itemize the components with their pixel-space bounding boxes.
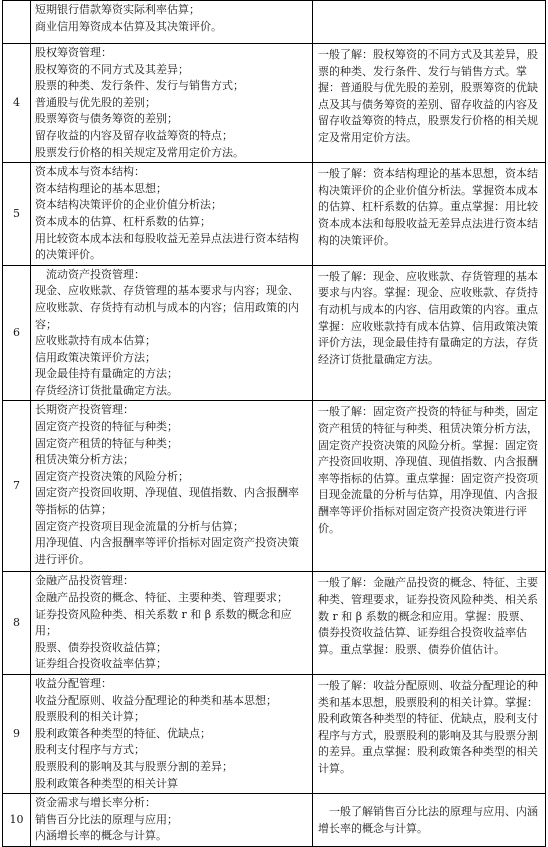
content-line: 资金需求与增长率分析： xyxy=(35,796,156,810)
table-row xyxy=(3,794,546,847)
content-cell xyxy=(31,265,313,401)
content-line: 股票、债券投资收益估算； xyxy=(35,640,167,654)
requirement-cell: 一般了解：股权筹资的不同方式及其差异，股票的种类、发行条件、发行与销售方式。掌握：普通股与优先股的差别，股票筹资的优缺点及其与债务筹资的差别、留存收益的内容及留存收益筹资的特点，股票发行价格的相关规定及常用定价方法。 xyxy=(313,44,546,163)
syllabus-table-body xyxy=(3,1,546,847)
table-row xyxy=(3,572,546,675)
row-number: 4 xyxy=(3,44,31,163)
table-row xyxy=(3,675,546,794)
row-number: 10 xyxy=(3,794,31,847)
table-row xyxy=(3,265,546,401)
content-line: 股票的种类、发行条件、发行与销售方式； xyxy=(35,79,244,93)
content-line: 用比较资本成本法和每股收益无差异点法进行资本结构的决策评价。 xyxy=(35,231,299,262)
content-line: 短期银行借款筹资实际利率估算； xyxy=(35,3,200,16)
content-line: 资本结构理论的基本思想； xyxy=(35,181,167,195)
content-line: 资本结构决策评价的企业价值分析法； xyxy=(35,198,222,212)
requirement-cell: 一般了解：资本结构理论的基本思想，资本结构决策评价的企业价值分析法。掌握资本成本的估算、杠杆系数的估算。重点掌握：用比较资本成本法和每股收益无差异点法进行资本结构的决策评价。 xyxy=(313,163,546,266)
requirement-cell xyxy=(313,1,546,44)
row-number: 6 xyxy=(3,265,31,401)
content-line: 固定资产租赁的特征与种类； xyxy=(35,436,178,450)
content-line: 股权筹资管理： xyxy=(35,46,112,59)
content-line: 收益分配管理： xyxy=(35,677,112,691)
row-number: 7 xyxy=(3,401,31,572)
content-cell xyxy=(31,675,313,794)
requirement-cell: 一般了解销售百分比法的原理与应用、内涵增长率的概念与计算。 xyxy=(313,794,546,847)
content-line: 留存收益的内容及留存收益筹资的特点； xyxy=(35,128,233,142)
content-line: 内涵增长率的概念与计算。 xyxy=(35,829,167,843)
content-line: 股票股利的影响及其与股票分割的差异； xyxy=(35,760,233,773)
content-line: 长期资产投资管理： xyxy=(35,403,134,417)
content-cell xyxy=(31,1,313,44)
content-line: 固定资产投资回收期、净现值、现值指数、内含报酬率等指标的估算； xyxy=(35,486,299,517)
content-line: 现金最佳持有量确定的方法； xyxy=(35,367,178,381)
content-line: 固定资产投资的特征与种类； xyxy=(35,420,178,434)
content-line: 证券组合投资收益率估算； xyxy=(35,657,167,671)
table-row xyxy=(3,1,546,44)
requirement-cell: 一般了解：固定资产投资的特征与种类，固定资产租赁的特征与种类、租赁决策分析方法，固定资产投资决策的风险分析。掌握：固定资产投资回收期、净现值、现值指数、内含报酬率等指标的估算。重点掌握：固定资产投资项目现金流量的分析与估算，用净现值、内含报酬率等评价指标对固定资产投资决策进行评价。 xyxy=(313,401,546,572)
table-row xyxy=(3,401,546,572)
content-line: 存货经济订货批量确定方法。 xyxy=(35,383,178,397)
content-line: 股利政策各种类型的相关计算 xyxy=(35,776,178,790)
content-cell xyxy=(31,794,313,847)
content-line: 信用政策决策评价方法； xyxy=(35,350,156,364)
content-line: 股票股利的相关计算； xyxy=(35,710,145,724)
content-line: 资本成本的估算、杠杆系数的估算； xyxy=(35,214,211,228)
content-line: 销售百分比法的原理与应用； xyxy=(35,812,178,826)
content-line: 证券投资风险种类、相关系数 r 和 β 系数的概念和应用； xyxy=(35,607,292,638)
row-number: 8 xyxy=(3,572,31,675)
content-line: 固定资产投资项目现金流量的分析与估算； xyxy=(35,519,244,533)
content-cell xyxy=(31,401,313,572)
content-line: 股票筹资与债务筹资的差别； xyxy=(35,112,178,126)
content-line: 用净现值、内含报酬率等评价指标对固定资产投资决策进行评价。 xyxy=(35,536,299,566)
requirement-cell: 一般了解：现金、应收账款、存货管理的基本要求与内容。掌握：现金、应收账款、存货持有动机与成本的内容、信用政策的内容。重点掌握：应收账款持有成本估算、信用政策决策评价方法，现金最佳持有量确定的方法，存货经济订货批量确定方法。 xyxy=(313,265,546,401)
content-line: 股票发行价格的相关规定及常用定价方法。 xyxy=(35,145,244,159)
content-line: 股利政策各种类型的特征、优缺点； xyxy=(35,726,211,740)
table-row xyxy=(3,44,546,163)
row-number: 5 xyxy=(3,163,31,266)
syllabus-table xyxy=(2,0,546,847)
content-line: 收益分配原则、收益分配理论的种类和基本思想； xyxy=(35,693,277,707)
content-line: 金融产品投资的概念、特征、主要种类、管理要求； xyxy=(35,591,288,605)
content-line: 流动资产投资管理： xyxy=(35,267,145,281)
content-line: 金融产品投资管理： xyxy=(35,574,134,588)
row-number: 9 xyxy=(3,675,31,794)
content-line: 普通股与优先股的差别； xyxy=(35,95,156,109)
table-row xyxy=(3,163,546,266)
requirement-cell: 一般了解：金融产品投资的概念、特征、主要种类、管理要求，证券投资风险种类、相关系数 r 和 β 系数的概念和应用。掌握：股票、债券投资收益估算、证券组合投资收益率估算。重点掌握：股票、债券价值估计。 xyxy=(313,572,546,675)
content-cell xyxy=(31,44,313,163)
content-line: 租赁决策分析方法； xyxy=(35,453,134,467)
content-line: 现金、应收账款、存货管理的基本要求与内容；现金、应收账款、存货持有动机与成本的内容；信用政策的内容； xyxy=(35,284,299,331)
row-number xyxy=(3,1,31,44)
content-cell xyxy=(31,572,313,675)
content-line: 固定资产投资决策的风险分析； xyxy=(35,469,189,483)
content-line: 商业信用筹资成本估算及其决策评价。 xyxy=(35,19,222,33)
content-line: 股利支付程序与方式； xyxy=(35,743,145,757)
content-cell xyxy=(31,163,313,266)
content-line: 股权筹资的不同方式及其差异； xyxy=(35,62,189,76)
content-line: 应收账款持有成本估算； xyxy=(35,334,156,348)
requirement-cell: 一般了解：收益分配原则、收益分配理论的种类和基本思想，股票股利的相关计算。掌握：股利政策各种类型的特征、优缺点，股利支付程序与方式，股票股利的影响及其与股票分割的差异。重点掌握：股利政策各种类型的相关计算。 xyxy=(313,675,546,794)
content-line: 资本成本与资本结构： xyxy=(35,165,145,179)
